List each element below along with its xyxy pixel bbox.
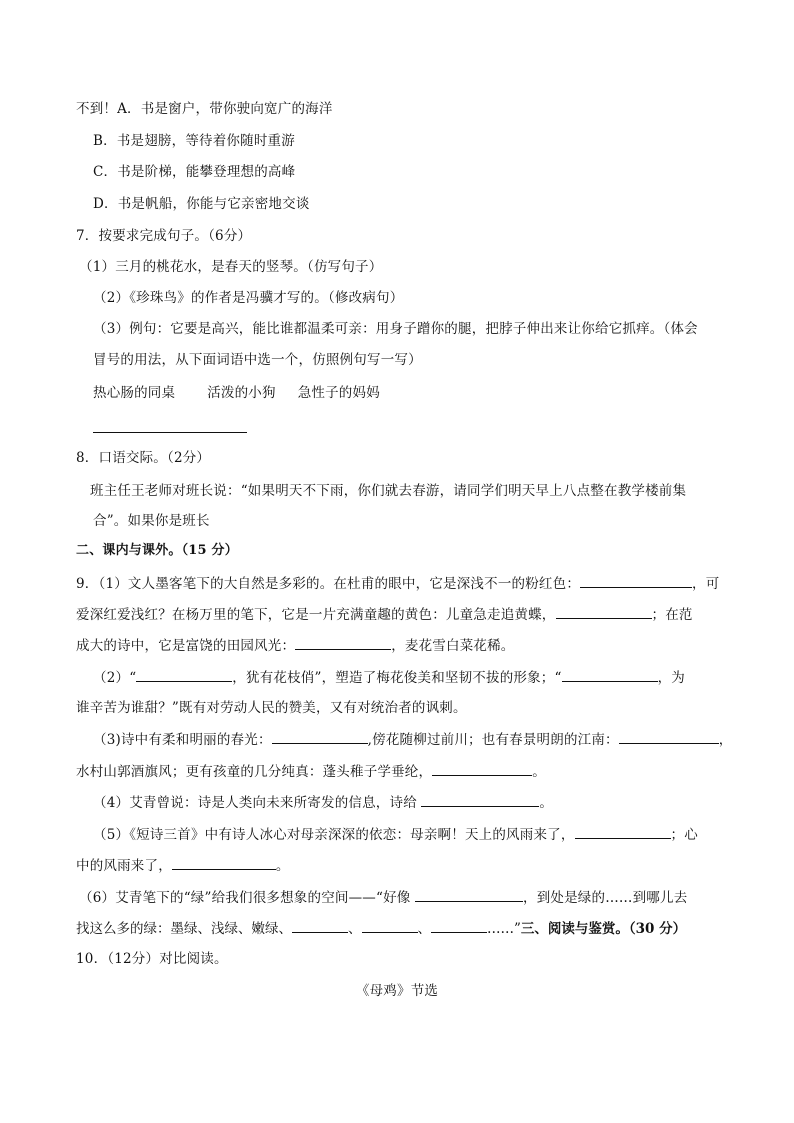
q9-line4 xyxy=(93,667,685,688)
q7-choice-3: 急性子的妈妈 xyxy=(297,385,380,401)
q8-line2: 合”。如果你是班长 xyxy=(93,513,210,529)
q9-line10 xyxy=(76,855,290,876)
q7-choices xyxy=(93,383,380,403)
q9-blank[interactable] xyxy=(362,918,418,933)
q6-option-c: C．书是阶梯，能攀登理想的高峰 xyxy=(93,164,296,180)
q9-text: ， xyxy=(718,732,733,748)
q9-blank[interactable] xyxy=(272,729,368,744)
q9-text: 中的风雨来了， xyxy=(76,858,172,874)
q9-blank[interactable] xyxy=(136,667,232,682)
q6-option-a xyxy=(76,99,333,119)
q9-blank[interactable] xyxy=(575,824,671,839)
q9-blank[interactable] xyxy=(431,918,487,933)
q7-part3-line1: （3）例句：它要是高兴，能比谁都温柔可亲：用身子蹭你的腿，把脖子伸出来让你给它抓痒。（体会 xyxy=(93,321,698,337)
q9-line2 xyxy=(76,604,693,625)
q9-text: ,傍花随柳过前川；也有春景明朗的江南： xyxy=(367,732,619,748)
q9-line5: 谁辛苦为谁甜？”既有对劳动人民的赞美，又有对统治者的讽刺。 xyxy=(76,700,467,716)
q9-blank[interactable] xyxy=(432,761,532,776)
q9-text: ，可 xyxy=(692,576,720,592)
q9-line11 xyxy=(79,887,687,908)
q9-text: ，麦花雪白菜花稀。 xyxy=(391,638,515,654)
q9-text: （2）“ xyxy=(93,670,137,686)
q9-line7 xyxy=(76,761,546,782)
q7-part3-line2: 冒号的用法，从下面词语中选一个，仿照例句写一写） xyxy=(93,352,422,368)
q7-answer-line[interactable] xyxy=(93,432,247,433)
q9-text: （5）《短诗三首》中有诗人冰心对母亲深深的依恋：母亲啊！天上的风雨来了， xyxy=(93,827,575,843)
q10-subtitle: 《母鸡》节选 xyxy=(355,983,439,999)
q6-option-a-text: A．书是窗户，带你驶向宽广的海洋 xyxy=(117,101,333,117)
q9-blank[interactable] xyxy=(295,635,391,650)
q9-text: ，到处是绿的……到哪儿去 xyxy=(523,890,688,906)
section2-heading: 二、课内与课外。（15 分） xyxy=(76,543,238,558)
q8-title: 8．口语交际。（2分） xyxy=(76,450,211,466)
q7-choice-1: 热心肠的同桌 xyxy=(93,385,176,401)
q7-choice-2: 活泼的小狗 xyxy=(207,385,276,401)
q9-blank[interactable] xyxy=(556,604,652,619)
q10-title: 10．（12分）对比阅读。 xyxy=(76,951,228,967)
q9-text: 。 xyxy=(539,795,554,811)
q9-blank[interactable] xyxy=(562,667,658,682)
q9-text: 找这么多的绿：墨绿、浅绿、嫩绿、 xyxy=(76,921,292,937)
q9-text: （6）艾青笔下的“绿”给我们很多想象的空间——“好像 xyxy=(79,890,415,906)
q9-blank[interactable] xyxy=(421,792,539,807)
q9-text: 水村山郭酒旗风；更有孩童的几分纯真：蓬头稚子学垂纶， xyxy=(76,764,433,780)
q7-part2: （2）《珍珠鸟》的作者是冯骥才写的。（修改病句） xyxy=(93,290,404,306)
q6-option-b: B．书是翅膀，等待着你随时重游 xyxy=(93,133,295,149)
q8-line1: 班主任王老师对班长说：“如果明天不下雨，你们就去春游，请同学们明天早上八点整在教学楼前集 xyxy=(90,483,687,499)
q9-line1 xyxy=(76,573,719,594)
q9-line9 xyxy=(93,824,698,845)
q9-text: 。 xyxy=(532,764,546,780)
q9-text: 、 xyxy=(348,921,362,937)
q9-text: ……” xyxy=(487,921,521,937)
q9-line12 xyxy=(76,918,686,939)
q9-blank[interactable] xyxy=(172,855,276,870)
q9-blank[interactable] xyxy=(619,729,719,744)
q9-text: 成大的诗中，它是富饶的田园风光： xyxy=(76,638,296,654)
q9-line6 xyxy=(93,729,732,750)
q9-line8 xyxy=(93,792,553,813)
q9-blank[interactable] xyxy=(580,573,692,588)
q9-text: （4）艾青曾说：诗是人类向未来所寄发的信息，诗给 xyxy=(93,795,422,811)
q6-prefix: 不到！ xyxy=(76,101,118,117)
q9-text: ；在范 xyxy=(651,607,693,623)
q9-line3 xyxy=(76,635,515,656)
q7-title: 7．按要求完成句子。（6分） xyxy=(76,228,252,244)
section3-heading: 三、阅读与鉴赏。（30 分） xyxy=(520,921,687,937)
q9-text: 9．（1）文人墨客笔下的大自然是多彩的。在杜甫的眼中，它是深浅不一的粉红色： xyxy=(76,576,581,592)
q9-blank[interactable] xyxy=(292,918,348,933)
q9-text: 爱深红爱浅红？在杨万里的笔下，它是一片充满童趣的黄色：儿童急走追黄蝶， xyxy=(76,607,556,623)
q9-text: ；心 xyxy=(670,827,698,843)
q9-text: ，为 xyxy=(657,670,686,686)
q6-option-d: D．书是帆船，你能与它亲密地交谈 xyxy=(93,196,310,212)
q9-text: 、 xyxy=(417,921,431,937)
q9-text: 。 xyxy=(275,858,290,874)
q9-blank[interactable] xyxy=(415,887,523,902)
q9-text: ，犹有花枝俏”，塑造了梅花俊美和坚韧不拔的形象；“ xyxy=(232,670,562,686)
q7-part1: （1）三月的桃花水，是春天的竖琴。（仿写句子） xyxy=(79,259,383,275)
q9-text: （3)诗中有柔和明丽的春光： xyxy=(93,732,272,748)
